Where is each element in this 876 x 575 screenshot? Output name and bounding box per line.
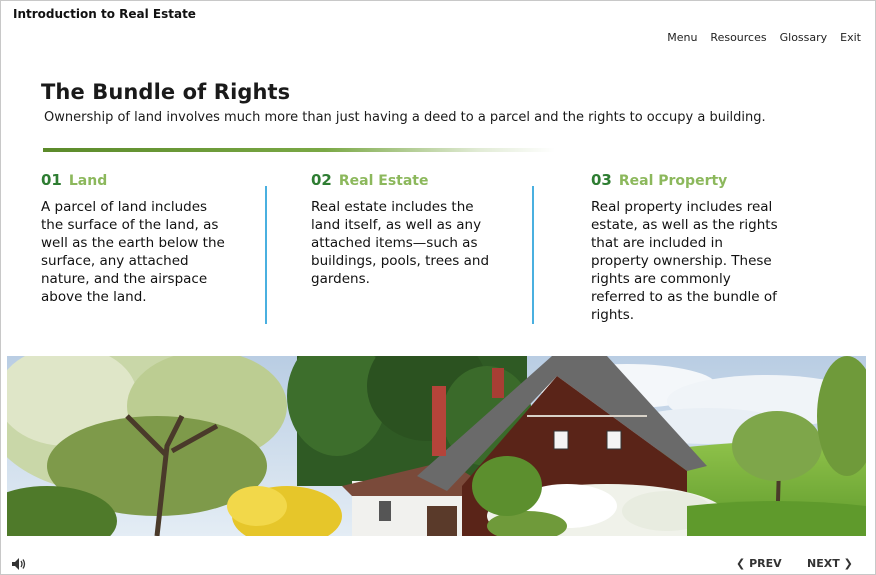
body-line: well as the earth below the — [41, 235, 225, 251]
bottom-bar — [1, 549, 876, 575]
body-line: rights. — [591, 307, 635, 323]
body-line: property ownership. These — [591, 253, 772, 269]
body-line: rights are commonly — [591, 271, 731, 287]
body-line: buildings, pools, trees and — [311, 253, 490, 269]
top-navigation — [667, 31, 861, 44]
body-line: the surface of the land, as — [41, 217, 219, 233]
course-title: Introduction to Real Estate — [13, 7, 196, 21]
body-line: attached items—such as — [311, 235, 478, 251]
prev-label: PREV — [749, 557, 782, 570]
column-separator — [532, 186, 534, 324]
page-subtitle: Ownership of land involves much more than just having a deed to a parcel and the rights to occupy a building. — [44, 110, 766, 125]
glossary-link[interactable]: Glossary — [779, 31, 828, 44]
column-land-heading — [41, 171, 251, 189]
column-real-property — [591, 171, 811, 324]
page-title: The Bundle of Rights — [41, 80, 291, 104]
body-line: land itself, as well as any — [311, 217, 482, 233]
title-divider — [43, 148, 555, 152]
resources-link[interactable]: Resources — [710, 31, 767, 44]
column-label: Land — [68, 173, 108, 189]
column-number: 01 — [41, 171, 62, 189]
column-real-estate-heading — [311, 171, 521, 189]
column-separator — [265, 186, 267, 324]
house-illustration — [7, 356, 866, 536]
body-line: Real property includes real — [591, 199, 773, 215]
body-line: that are included in — [591, 235, 723, 251]
chevron-right-icon: ❯ — [843, 557, 853, 570]
column-number: 03 — [591, 171, 612, 189]
prev-button[interactable] — [736, 557, 782, 570]
body-line: gardens. — [311, 271, 370, 287]
body-line: referred to as the bundle of — [591, 289, 777, 305]
body-line: nature, and the airspace — [41, 271, 208, 287]
column-real-property-heading — [591, 171, 811, 189]
body-line: estate, as well as the rights — [591, 217, 778, 233]
column-real-estate — [311, 171, 521, 288]
next-button[interactable] — [807, 557, 853, 570]
column-label: Real Estate — [338, 173, 429, 189]
body-line: above the land. — [41, 289, 147, 305]
speaker-icon[interactable] — [12, 555, 26, 574]
column-body — [41, 198, 251, 306]
exit-link[interactable]: Exit — [840, 31, 861, 44]
body-line: Real estate includes the — [311, 199, 474, 215]
body-line: surface, any attached — [41, 253, 189, 269]
column-label: Real Property — [618, 173, 728, 189]
column-land — [41, 171, 251, 306]
menu-link[interactable]: Menu — [667, 31, 698, 44]
next-label: NEXT — [807, 557, 840, 570]
body-line: A parcel of land includes — [41, 199, 208, 215]
column-body — [311, 198, 521, 288]
column-number: 02 — [311, 171, 332, 189]
chevron-left-icon: ❮ — [736, 557, 746, 570]
house-photo — [7, 356, 866, 536]
column-body — [591, 198, 811, 324]
